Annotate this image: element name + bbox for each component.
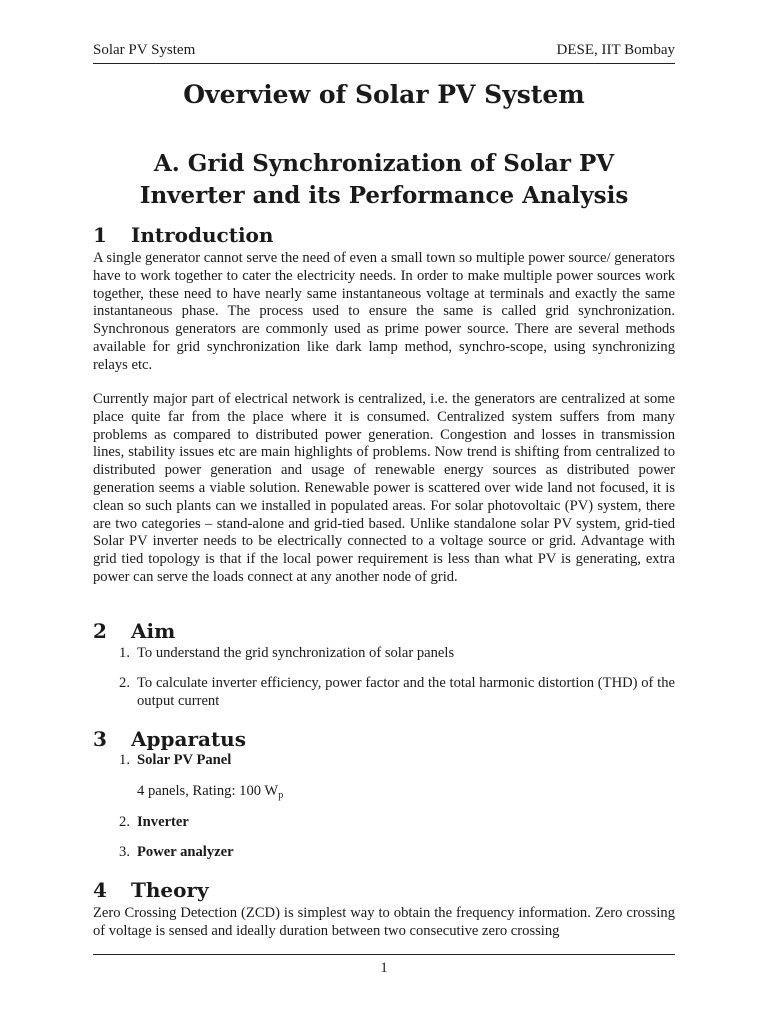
list-item [93,645,675,663]
list-item-number: 1. [119,752,130,768]
list-item [93,752,675,770]
subtitle-line-1: A. Grid Synchronization of Solar PV [153,150,615,177]
list-item-text: Power analyzer [137,844,234,860]
theory-paragraph-1: Zero Crossing Detection (ZCD) is simplest way to obtain the frequency information. Zero crossing of voltage is sensed and ideally duration between two consecutive zero crossing [93,905,675,939]
list-item-text: To calculate inverter efficiency, power factor and the total harmonic distortion (THD) of the output current [137,675,675,709]
document-title: Overview of Solar PV System [183,80,585,109]
list-item [93,844,675,862]
list-item [93,675,675,711]
subtitle-line-2: Inverter and its Performance Analysis [139,182,629,209]
introduction-paragraph-2: Currently major part of electrical network is centralized, i.e. the generators are centralized at some place quite far from the place where it is consumed. Centralized system suffers from many problems as compared to distributed power generation. Congestion and losses in transmission lines, stability issues etc are main highlights of problems. Now trend is shifting from centralized to distributed power generation and usage of renewable energy sources as distributed power generation seems a viable solution. Renewable power is scattered over wide land not focused, it is clean so such plants can we installed in populated areas. For solar photovoltaic (PV) system, there are two categories – stand-alone and grid-tied based. Unlike standalone solar PV system, grid-tied Solar PV inverter needs to be electrically connected to a voltage source or grid. Advantage with grid tied topology is that if the local power requirement is less than what PV is generating, extra power can serve the loads connect at any another node of grid. [93,391,675,585]
list-item-number: 3. [119,844,130,860]
panel-rating-text: 4 panels, Rating: 100 W [137,783,279,799]
document-subtitle [93,148,675,212]
section-number: 3 [93,727,107,751]
section-heading-introduction [93,223,675,247]
list-item-detail [93,783,675,805]
header-left-text: Solar PV System [93,42,196,58]
rating-subscript: p [278,790,284,801]
section-number: 1 [93,223,107,247]
section-number: 4 [93,878,107,902]
header-right-text: DESE, IIT Bombay [556,42,675,58]
running-header [93,42,675,64]
section-number: 2 [93,619,107,643]
page-number: 1 [380,960,388,976]
section-title: Introduction [131,223,274,247]
list-item-text: To understand the grid synchronization of solar panels [137,645,455,661]
section-heading-theory [93,878,675,902]
list-item-number: 1. [119,645,130,661]
section-heading-aim [93,619,675,643]
list-item-text: Solar PV Panel [137,752,232,768]
introduction-paragraph-1: A single generator cannot serve the need of even a small town so multiple power source/ generators have to work together to cater the electricity needs. In order to make multiple power sources work together, these need to have nearly same instantaneous voltage at terminals and exactly the same instantaneous phase. The process used to ensure the same is called grid synchronization. Synchronous generators are commonly used as prime power source. There are several methods available for grid synchronization like dark lamp method, synchro-scope, using synchronizing relays etc. [93,250,675,373]
list-item-text: Inverter [137,814,189,830]
list-item-detail-text [137,783,675,805]
footer-rule [93,954,675,955]
list-item-number: 2. [119,814,130,830]
section-title: Apparatus [131,727,246,751]
section-title: Theory [131,878,209,902]
section-title: Aim [131,619,176,643]
list-item [93,814,675,832]
section-heading-apparatus [93,727,675,751]
list-item-number: 2. [119,675,130,691]
